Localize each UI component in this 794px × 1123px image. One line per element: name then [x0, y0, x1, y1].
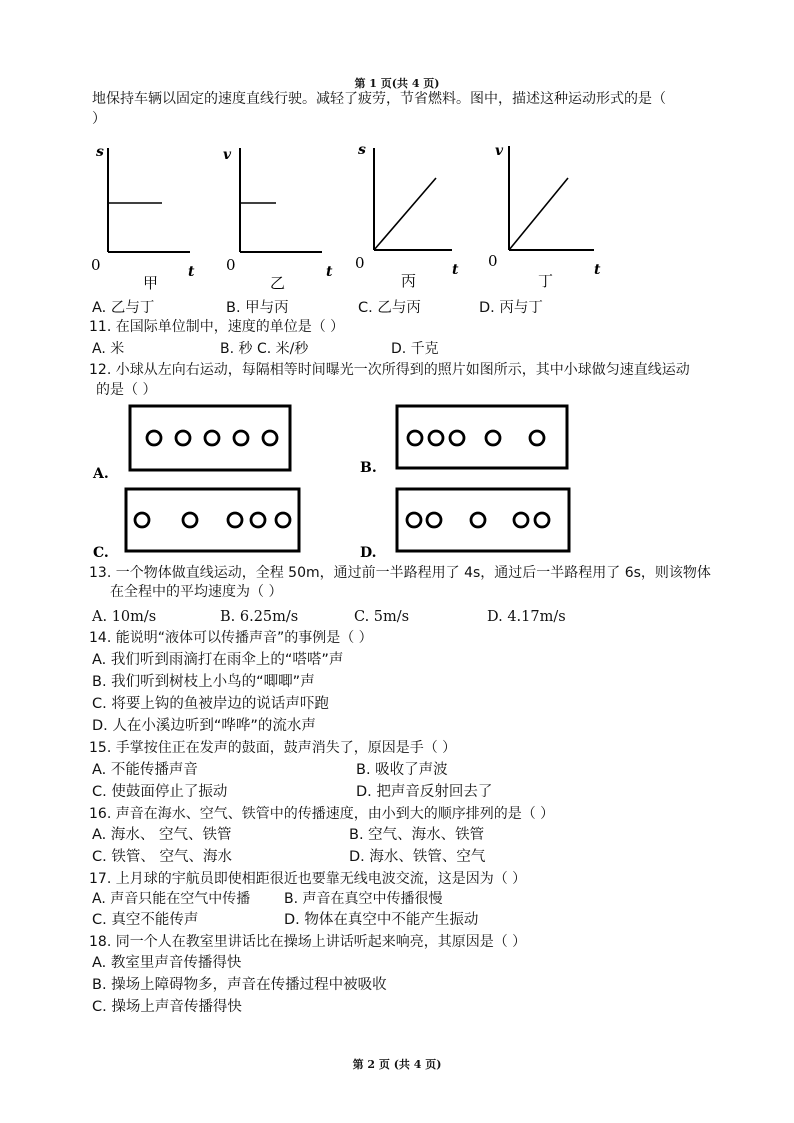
ball [471, 513, 485, 527]
graph-jia-ylabel: s [96, 144, 104, 160]
q13-stem-line2: 在全程中的平均速度为（ ） [110, 584, 283, 600]
q11-stem: 11. 在国际单位制中，速度的单位是（ ） [89, 319, 345, 335]
page-header: 第 1 页(共 4 页) [354, 77, 440, 90]
graph-jia-origin: 0 [91, 256, 101, 274]
graph-jia-xlabel: t [188, 264, 195, 280]
q18-option-c: C. 操场上声音传播得快 [92, 999, 242, 1015]
q11-option-a: A. 米 [92, 341, 125, 357]
ball [183, 513, 197, 527]
q13-option-c: C. 5m/s [354, 609, 410, 625]
q15-option-b: B. 吸收了声波 [356, 762, 448, 778]
q14-option-c: C. 将要上钩的鱼被岸边的说话声吓跑 [92, 696, 329, 712]
ball [228, 513, 242, 527]
graph-yi-xlabel: t [326, 264, 333, 280]
ball [427, 513, 441, 527]
q12-stem-line2: 的是（ ） [96, 382, 157, 398]
graph-bing-xlabel: t [452, 262, 459, 278]
q15-option-a: A. 不能传播声音 [92, 762, 198, 778]
graph-ding-xlabel: t [594, 262, 601, 278]
graph-bing [374, 148, 452, 250]
q12-stem-line1: 12. 小球从左向右运动，每隔相等时间曝光一次所得到的照片如图所示，其中小球做匀速直线运动 [89, 362, 690, 378]
ball [176, 431, 190, 445]
frame-label-d: D. [360, 545, 377, 561]
ball [205, 431, 219, 445]
q16-option-d: D. 海水、铁管、空气 [349, 849, 486, 865]
graph-ding-name: 丁 [538, 272, 554, 290]
ball [429, 431, 443, 445]
ball [276, 513, 290, 527]
ball [530, 431, 544, 445]
graph-jia-name: 甲 [143, 274, 159, 292]
q16-option-c: C. 铁管、 空气、海水 [92, 849, 232, 865]
q14-option-b: B. 我们听到树枝上小鸟的“唧唧”声 [92, 674, 315, 690]
ball [407, 513, 421, 527]
graph-jia [108, 148, 190, 252]
q15-stem: 15. 手掌按住正在发声的鼓面，鼓声消失了，原因是手（ ） [89, 740, 457, 756]
q17-option-a: A. 声音只能在空气中传播 [92, 891, 251, 907]
graph-yi-name: 乙 [270, 274, 286, 292]
q17-option-b: B. 声音在真空中传播很慢 [284, 891, 443, 907]
q18-option-b: B. 操场上障碍物多，声音在传播过程中被吸收 [92, 977, 387, 993]
graph-ding-origin: 0 [488, 252, 498, 270]
q17-option-c: C. 真空不能传声 [92, 912, 199, 928]
q10-stem-line2: ） [92, 111, 106, 127]
q14-option-d: D. 人在小溪边听到“哗哗”的流水声 [92, 718, 316, 734]
q10-option-b: B. 甲与丙 [226, 300, 289, 316]
q13-option-d: D. 4.17m/s [487, 609, 566, 625]
ball [147, 431, 161, 445]
q13-stem-line1: 13. 一个物体做直线运动，全程 50m，通过前一半路程用了 4s，通过后一半路程用了 6s，则该物体 [89, 565, 711, 581]
frame-label-c: C. [93, 545, 109, 561]
graph-yi-ylabel: v [223, 147, 232, 163]
q10-option-d: D. 丙与丁 [479, 300, 543, 316]
q18-stem: 18. 同一个人在教室里讲话比在操场上讲话听起来响亮，其原因是（ ） [89, 934, 527, 950]
q13-option-a: A. 10m/s [92, 609, 157, 625]
page-footer: 第 2 页 (共 4 页) [352, 1058, 442, 1071]
q16-option-a: A. 海水、 空气、铁管 [92, 827, 232, 843]
q15-option-c: C. 使鼓面停止了振动 [92, 784, 228, 800]
frame-label-a: A. [93, 466, 109, 482]
graph-bing-ylabel: s [358, 142, 366, 158]
ball [486, 431, 500, 445]
ball [251, 513, 265, 527]
graph-ding-ylabel: v [495, 143, 504, 159]
ball [263, 431, 277, 445]
q13-option-b: B. 6.25m/s [220, 609, 299, 625]
q10-option-a: A. 乙与丁 [92, 300, 155, 316]
ball [514, 513, 528, 527]
q16-option-b: B. 空气、海水、铁管 [349, 827, 485, 843]
q15-option-d: D. 把声音反射回去了 [356, 784, 493, 800]
q16-stem: 16. 声音在海水、空气、铁管中的传播速度，由小到大的顺序排列的是（ ） [89, 806, 555, 822]
frame-d [397, 489, 569, 551]
graph-yi [240, 148, 322, 252]
q17-option-d: D. 物体在真空中不能产生振动 [284, 912, 479, 928]
graph-bing-name: 丙 [401, 272, 417, 290]
q12-photo-frames [0, 400, 794, 565]
q14-stem: 14. 能说明“液体可以传播声音”的事例是（ ） [89, 630, 373, 646]
ball [535, 513, 549, 527]
q10-stem-line1: 地保持车辆以固定的速度直线行驶。减轻了疲劳，节省燃料。图中，描述这种运动形式的是（ [92, 91, 666, 107]
frame-label-b: B. [360, 460, 377, 476]
q17-stem: 17. 上月球的宇航员即使相距很近也要靠无线电波交流，这是因为（ ） [89, 871, 527, 887]
q14-option-a: A. 我们听到雨滴打在雨伞上的“嗒嗒”声 [92, 652, 344, 668]
ball [234, 431, 248, 445]
frame-a [130, 406, 290, 470]
q11-option-d: D. 千克 [391, 341, 439, 357]
q10-graphs [0, 130, 794, 300]
graph-bing-origin: 0 [355, 254, 365, 272]
frame-c [126, 489, 299, 551]
q18-option-a: A. 教室里声音传播得快 [92, 955, 242, 971]
q10-option-c: C. 乙与丙 [358, 300, 421, 316]
ball [408, 431, 422, 445]
ball [135, 513, 149, 527]
ball [450, 431, 464, 445]
q11-option-b: B. 秒 C. 米/秒 [220, 341, 309, 357]
graph-yi-origin: 0 [226, 256, 236, 274]
graph-ding [509, 146, 594, 250]
